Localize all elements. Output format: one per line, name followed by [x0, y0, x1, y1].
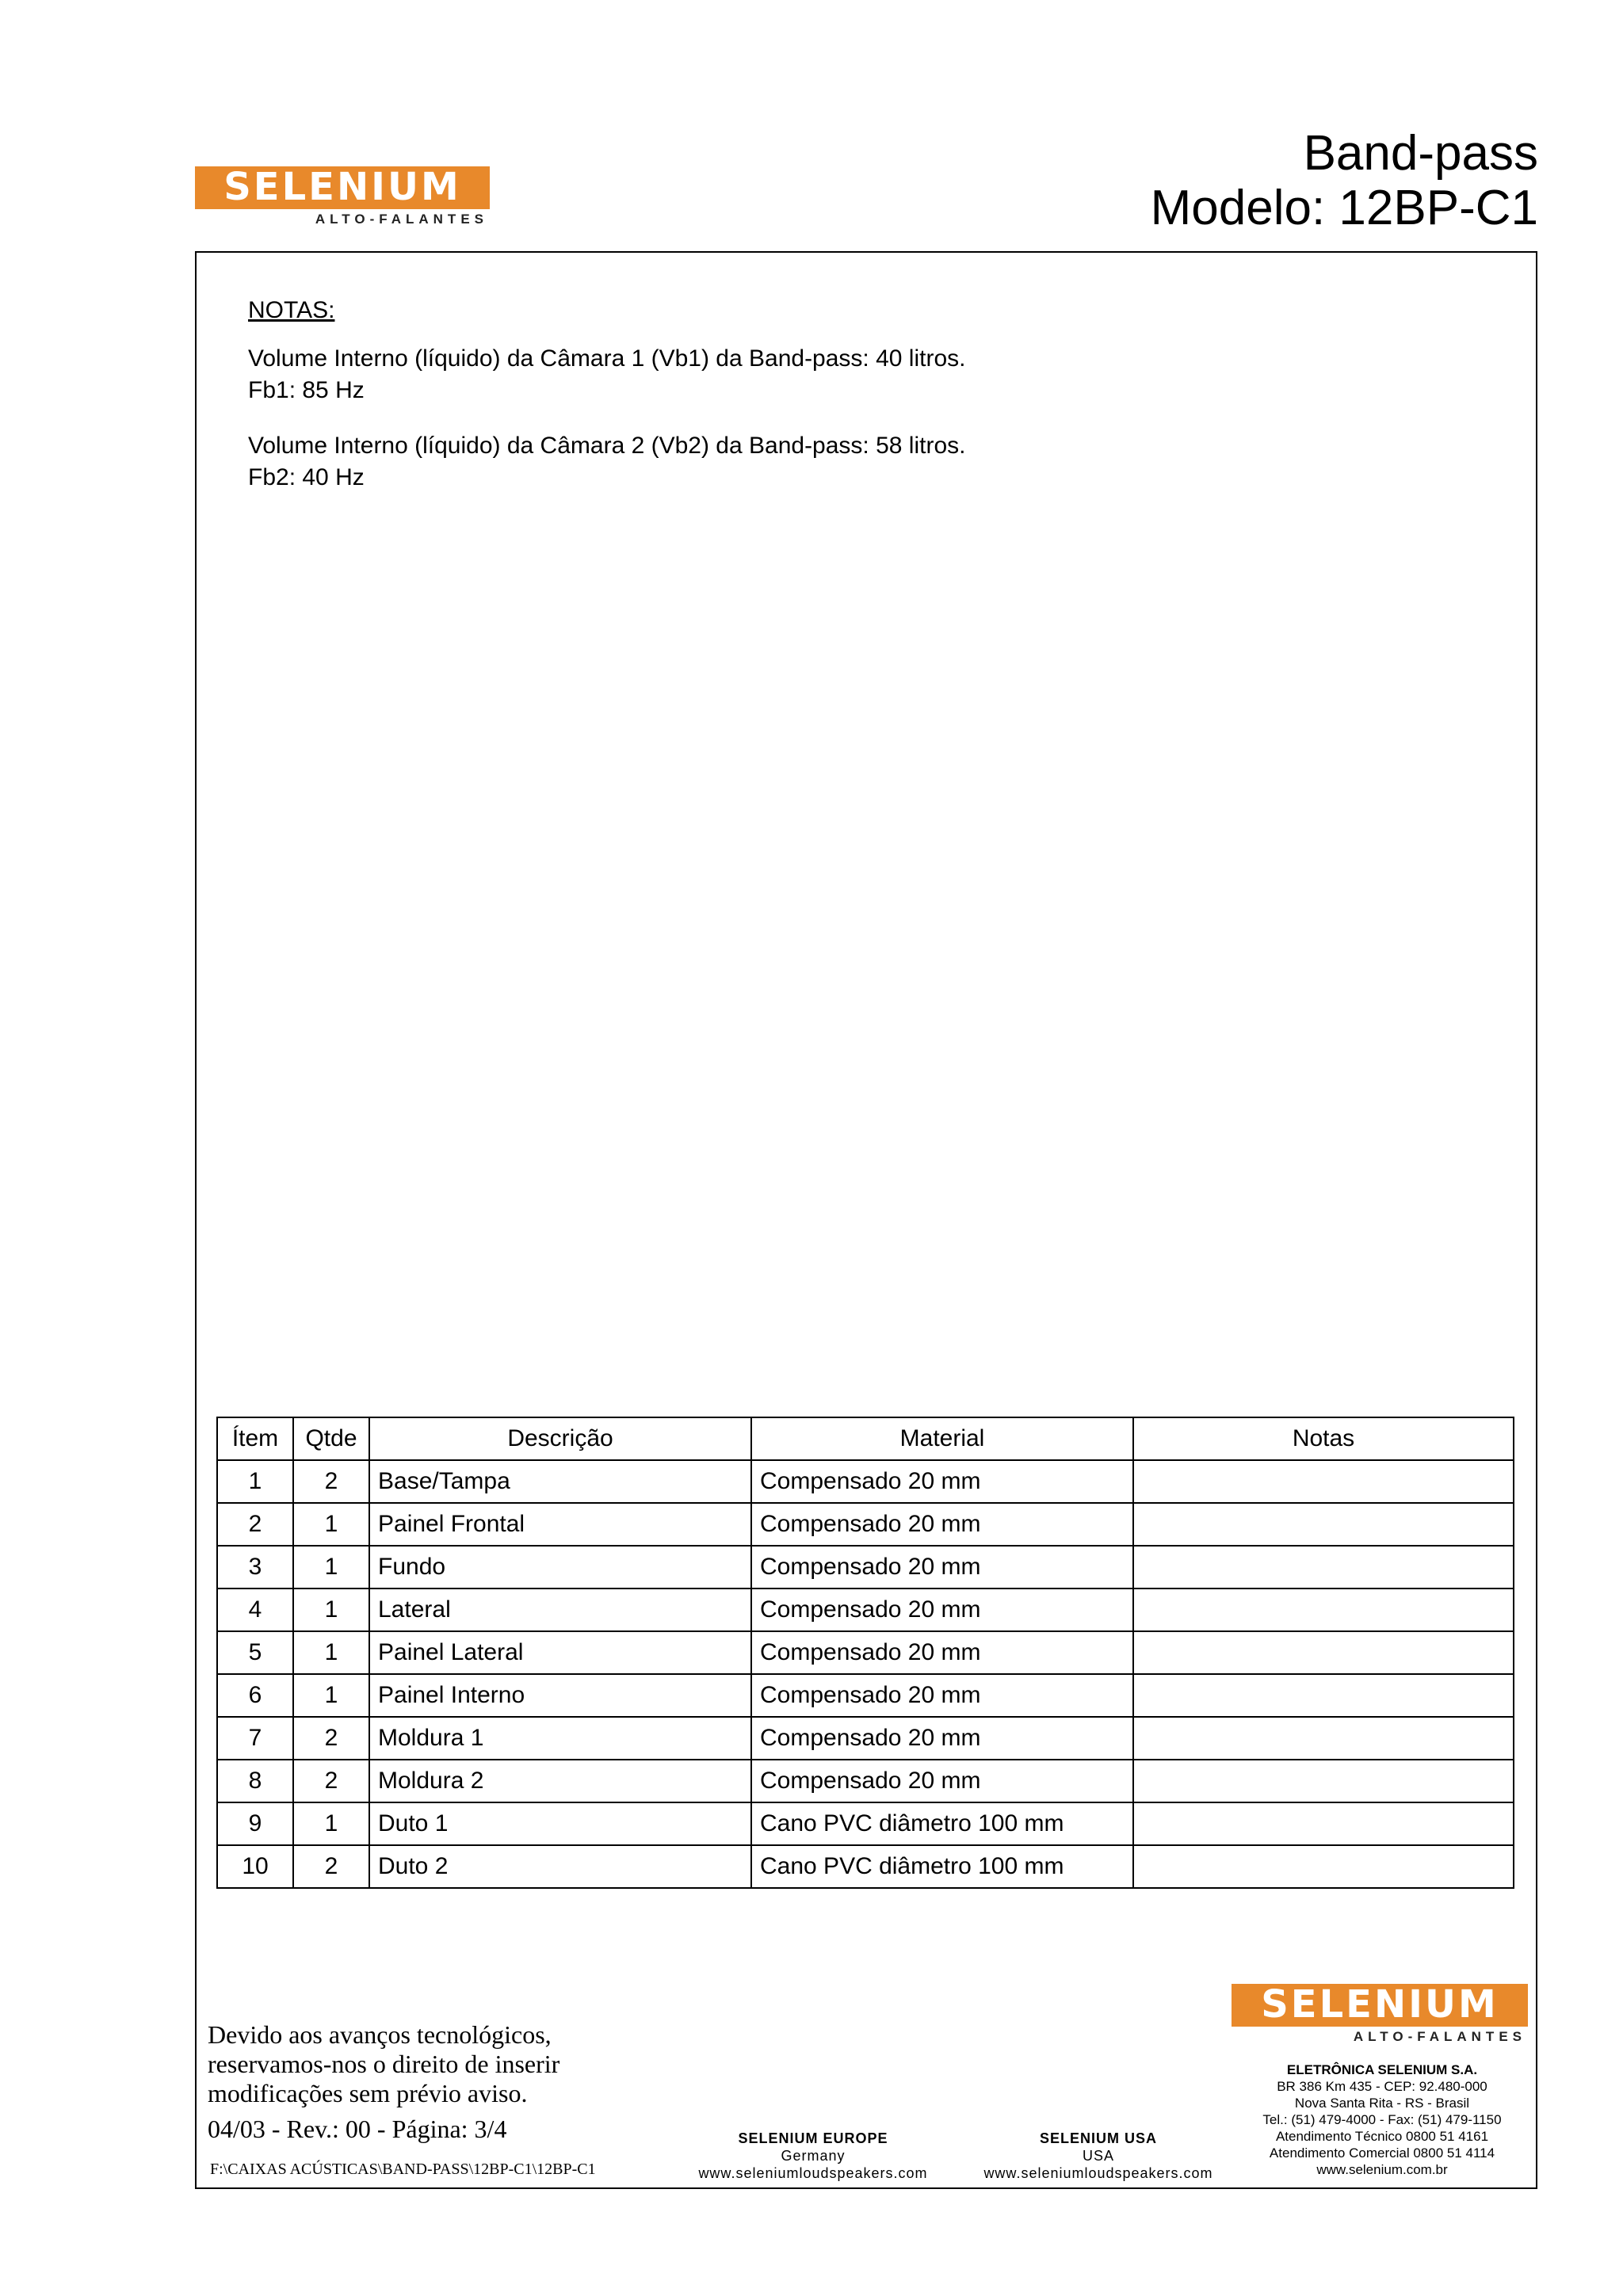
parts-table: [216, 1417, 1514, 1889]
table-row: [217, 1503, 1514, 1546]
cell-material: Cano PVC diâmetro 100 mm: [751, 1845, 1133, 1888]
logo-wordmark: SELENIUM: [195, 166, 490, 209]
cell-notes: [1133, 1631, 1514, 1674]
contact-country: Germany: [781, 2148, 846, 2164]
company-city: Nova Santa Rita - RS - Brasil: [1294, 2096, 1470, 2111]
table-row: [217, 1589, 1514, 1631]
cell-material: Compensado 20 mm: [751, 1589, 1133, 1631]
disclaimer-line: modificações sem prévio aviso.: [208, 2079, 528, 2107]
cell-material: Compensado 20 mm: [751, 1546, 1133, 1589]
document-title: Band-pass: [1303, 126, 1538, 181]
cell-qty: 2: [293, 1760, 369, 1802]
contact-usa: [972, 2130, 1225, 2182]
cell-notes: [1133, 1674, 1514, 1717]
cell-item: 1: [217, 1460, 293, 1503]
cell-qty: 1: [293, 1589, 369, 1631]
contact-country: USA: [1082, 2148, 1114, 2164]
cell-notes: [1133, 1845, 1514, 1888]
selenium-logo: [195, 166, 490, 227]
selenium-logo-footer: [1232, 1984, 1528, 2045]
contact-url: www.seleniumloudspeakers.com: [698, 2165, 928, 2181]
cell-material: Compensado 20 mm: [751, 1760, 1133, 1802]
table-row: [217, 1760, 1514, 1802]
cell-material: Cano PVC diâmetro 100 mm: [751, 1802, 1133, 1845]
cell-description: Painel Frontal: [369, 1503, 751, 1546]
cell-notes: [1133, 1760, 1514, 1802]
table-row: [217, 1546, 1514, 1589]
table-row: [217, 1674, 1514, 1717]
note-frequency: Fb1: 85 Hz: [248, 377, 365, 403]
cell-description: Moldura 1: [369, 1717, 751, 1760]
cell-description: Base/Tampa: [369, 1460, 751, 1503]
cell-description: Fundo: [369, 1546, 751, 1589]
note-volume: Volume Interno (líquido) da Câmara 1 (Vb1) da Band-pass: 40 litros.: [248, 345, 966, 372]
company-name: ELETRÔNICA SELENIUM S.A.: [1286, 2062, 1478, 2077]
disclaimer-line: Devido aos avanços tecnológicos,: [208, 2020, 552, 2049]
cell-item: 10: [217, 1845, 293, 1888]
company-address: BR 386 Km 435 - CEP: 92.480-000: [1277, 2079, 1487, 2094]
company-phone: Tel.: (51) 479-4000 - Fax: (51) 479-1150: [1262, 2112, 1502, 2127]
logo-tagline: ALTO-FALANTES: [315, 212, 488, 227]
cell-notes: [1133, 1546, 1514, 1589]
contact-name: SELENIUM USA: [1039, 2130, 1157, 2146]
cell-description: Painel Interno: [369, 1674, 751, 1717]
cell-qty: 2: [293, 1460, 369, 1503]
cell-item: 6: [217, 1674, 293, 1717]
table-row: [217, 1717, 1514, 1760]
cell-description: Painel Lateral: [369, 1631, 751, 1674]
note-frequency: Fb2: 40 Hz: [248, 464, 365, 490]
header-notes: Notas: [1133, 1417, 1514, 1460]
cell-notes: [1133, 1589, 1514, 1631]
header-item: Ítem: [217, 1417, 293, 1460]
cell-qty: 1: [293, 1631, 369, 1674]
cell-qty: 1: [293, 1674, 369, 1717]
table-header-row: [217, 1417, 1514, 1460]
cell-qty: 2: [293, 1845, 369, 1888]
cell-description: Moldura 2: [369, 1760, 751, 1802]
note-chamber-2: [248, 430, 965, 494]
cell-description: Lateral: [369, 1589, 751, 1631]
cell-qty: 1: [293, 1802, 369, 1845]
cell-material: Compensado 20 mm: [751, 1460, 1133, 1503]
cell-material: Compensado 20 mm: [751, 1631, 1133, 1674]
note-chamber-1: [248, 343, 965, 406]
logo-tagline: ALTO-FALANTES: [1353, 2029, 1526, 2044]
logo-wordmark: SELENIUM: [1232, 1984, 1528, 2027]
cell-item: 7: [217, 1717, 293, 1760]
model-title: Modelo: 12BP-C1: [1150, 181, 1538, 235]
cell-notes: [1133, 1460, 1514, 1503]
cell-description: Duto 1: [369, 1802, 751, 1845]
company-website: www.selenium.com.br: [1316, 2162, 1448, 2177]
page-frame: [195, 251, 1537, 2189]
table-row: [217, 1802, 1514, 1845]
header-qty: Qtde: [293, 1417, 369, 1460]
company-info: [1233, 2061, 1531, 2178]
cell-notes: [1133, 1802, 1514, 1845]
table-row: [217, 1631, 1514, 1674]
table-row: [217, 1845, 1514, 1888]
disclaimer: [208, 2020, 559, 2108]
revision-info: 04/03 - Rev.: 00 - Página: 3/4: [208, 2115, 507, 2143]
disclaimer-line: reservamos-nos o direito de inserir: [208, 2050, 560, 2078]
header-description: Descrição: [369, 1417, 751, 1460]
cell-item: 2: [217, 1503, 293, 1546]
cell-item: 9: [217, 1802, 293, 1845]
company-tech-support: Atendimento Técnico 0800 51 4161: [1275, 2129, 1489, 2144]
note-volume: Volume Interno (líquido) da Câmara 2 (Vb2) da Band-pass: 58 litros.: [248, 433, 966, 459]
cell-item: 3: [217, 1546, 293, 1589]
company-sales: Atendimento Comercial 0800 51 4114: [1269, 2145, 1495, 2161]
notes-heading: NOTAS:: [248, 297, 335, 323]
cell-description: Duto 2: [369, 1845, 751, 1888]
cell-material: Compensado 20 mm: [751, 1717, 1133, 1760]
cell-item: 5: [217, 1631, 293, 1674]
cell-item: 4: [217, 1589, 293, 1631]
cell-notes: [1133, 1503, 1514, 1546]
contact-name: SELENIUM EUROPE: [738, 2130, 888, 2146]
contact-url: www.seleniumloudspeakers.com: [983, 2165, 1213, 2181]
cell-item: 8: [217, 1760, 293, 1802]
cell-qty: 1: [293, 1503, 369, 1546]
cell-material: Compensado 20 mm: [751, 1503, 1133, 1546]
cell-material: Compensado 20 mm: [751, 1674, 1133, 1717]
cell-qty: 2: [293, 1717, 369, 1760]
file-path: F:\CAIXAS ACÚSTICAS\BAND-PASS\12BP-C1\12BP-C1: [210, 2161, 596, 2178]
header-material: Material: [751, 1417, 1133, 1460]
table-row: [217, 1460, 1514, 1503]
cell-qty: 1: [293, 1546, 369, 1589]
contact-europe: [686, 2130, 940, 2182]
cell-notes: [1133, 1717, 1514, 1760]
